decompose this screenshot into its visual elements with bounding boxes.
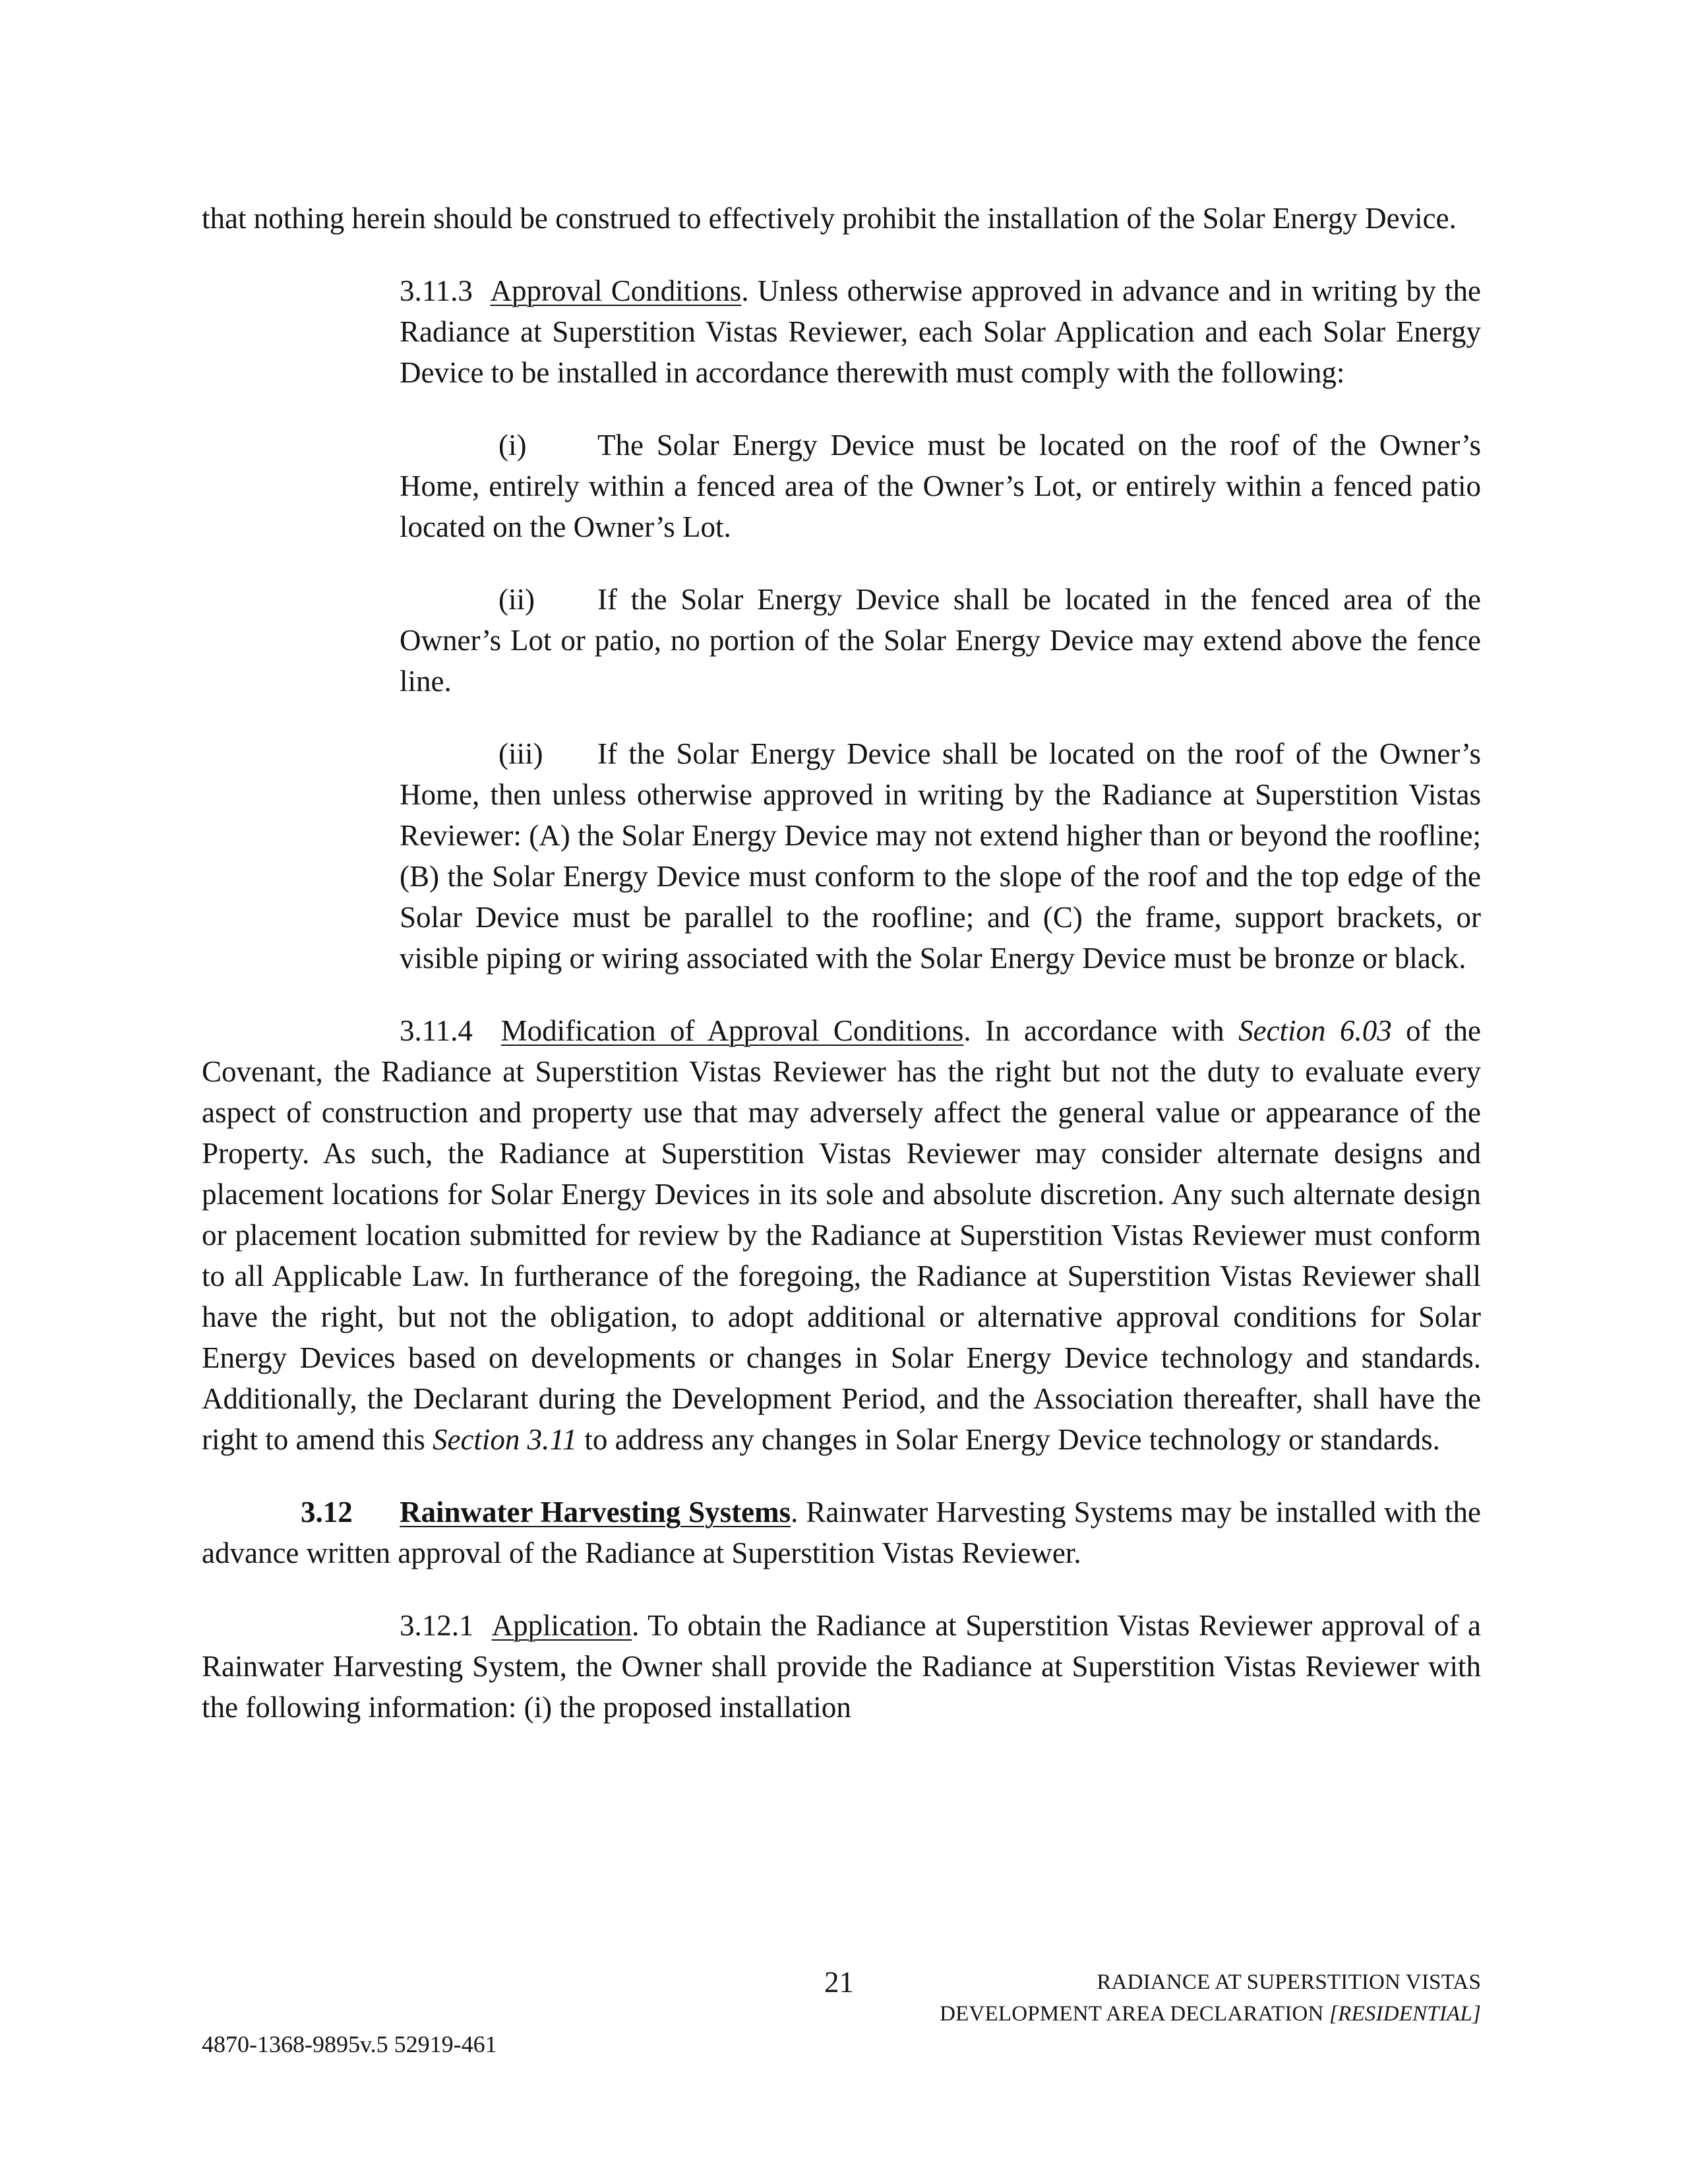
page-number: 21 (824, 1966, 854, 1999)
section-number: 3.12 (301, 1496, 353, 1529)
section-3-11-4 (202, 1010, 1481, 1460)
section-text: . In accordance with (963, 1014, 1239, 1047)
section-heading: Modification of Approval Conditions (500, 1014, 964, 1047)
footer-title-line2 (940, 1998, 1481, 2030)
section-heading: Rainwater Harvesting Systems (400, 1496, 791, 1529)
document-body (202, 198, 1481, 1728)
list-item-number: (iii) (498, 737, 543, 770)
document-id: 4870-1368-9895v.5 52919-461 (202, 2031, 497, 2057)
section-reference: Section 6.03 (1238, 1014, 1392, 1047)
section-number: 3.11.3 (400, 274, 473, 307)
section-text: of the Covenant, the Radiance at Superstition Vistas Reviewer has the right but not the duty to evaluate every aspect of construction and property use that may adversely affect the general value or appearance of the Property. As such, the Radiance at Superstition Vistas Reviewer may consider alternate designs and placement locations for Solar Energy Devices in its sole and absolute discretion. Any such alternate design or placement location submitted for review by the Radiance at Superstition Vistas Reviewer must conform to all Applicable Law. In furtherance of the foregoing, the Radiance at Superstition Vistas Reviewer shall have the right, but not the obligation, to adopt additional or alternative approval conditions for Solar Energy Devices based on developments or changes in Solar Energy Device technology and standards. Additionally, the Declarant during the Development Period, and the Association thereafter, shall have the right to amend this (202, 1014, 1482, 1456)
paragraph-continuation: that nothing herein should be construed to effectively prohibit the installation of the Solar Energy Device. (202, 202, 1457, 235)
section-number: 3.11.4 (400, 1014, 473, 1047)
section-3-12 (202, 1492, 1481, 1573)
list-item (400, 733, 1481, 979)
list-item (400, 425, 1481, 547)
list-item-number: (ii) (498, 583, 535, 616)
section-text: . To obtain the Radiance at Superstition Vistas Reviewer approval of a Rainwater Harvesting System, the Owner shall provide the Radiance at Superstition Vistas Reviewer with the following information: (i) the proposed installation (202, 1609, 1481, 1724)
section-number: 3.12.1 (400, 1609, 474, 1642)
section-text: . Rainwater Harvesting Systems may be installed with the advance written approval of the Radiance at Superstition Vistas Reviewer. (202, 1496, 1481, 1569)
list-item (400, 579, 1481, 702)
section-text: to address any changes in Solar Energy Device technology or standards. (577, 1423, 1440, 1456)
list-item-text: If the Solar Energy Device shall be located in the fenced area of the Owner’s Lot or patio, no portion of the Solar Energy Device may extend above the fence line. (400, 583, 1481, 698)
footer-title-text: DEVELOPMENT AREA DECLARATION (940, 2002, 1330, 2026)
section-heading: Approval Conditions (490, 274, 742, 307)
list-item-text: If the Solar Energy Device shall be located on the roof of the Owner’s Home, then unless otherwise approved in writing by the Radiance at Superstition Vistas Reviewer: (A) the Solar Energy Device may not extend higher than or beyond the roofline; (B) the Solar Energy Device must conform to the slope of the roof and the top edge of the Solar Device must be parallel to the roofline; and (C) the frame, support brackets, or visible piping or wiring associated with the Solar Energy Device must be bronze or black. (400, 737, 1481, 975)
section-3-12-1 (202, 1605, 1481, 1728)
footer-title-line1: RADIANCE AT SUPERSTITION VISTAS (1097, 1970, 1481, 1994)
section-3-11-3 (202, 270, 1481, 393)
footer-title-italic: [RESIDENTIAL] (1329, 2002, 1481, 2026)
list-item-number: (i) (498, 429, 527, 462)
section-reference: Section 3.11 (432, 1423, 578, 1456)
section-heading: Application (491, 1609, 632, 1642)
footer-document-title (940, 1966, 1481, 2030)
section-text: . Unless otherwise approved in advance and in writing by the Radiance at Superstition Vistas Reviewer, each Solar Application and each Solar Energy Device to be installed in accordance therewith must comply with the following: (400, 274, 1482, 389)
list-item-text: The Solar Energy Device must be located on the roof of the Owner’s Home, entirely within a fenced area of the Owner’s Lot, or entirely within a fenced patio located on the Owner’s Lot. (400, 429, 1481, 543)
